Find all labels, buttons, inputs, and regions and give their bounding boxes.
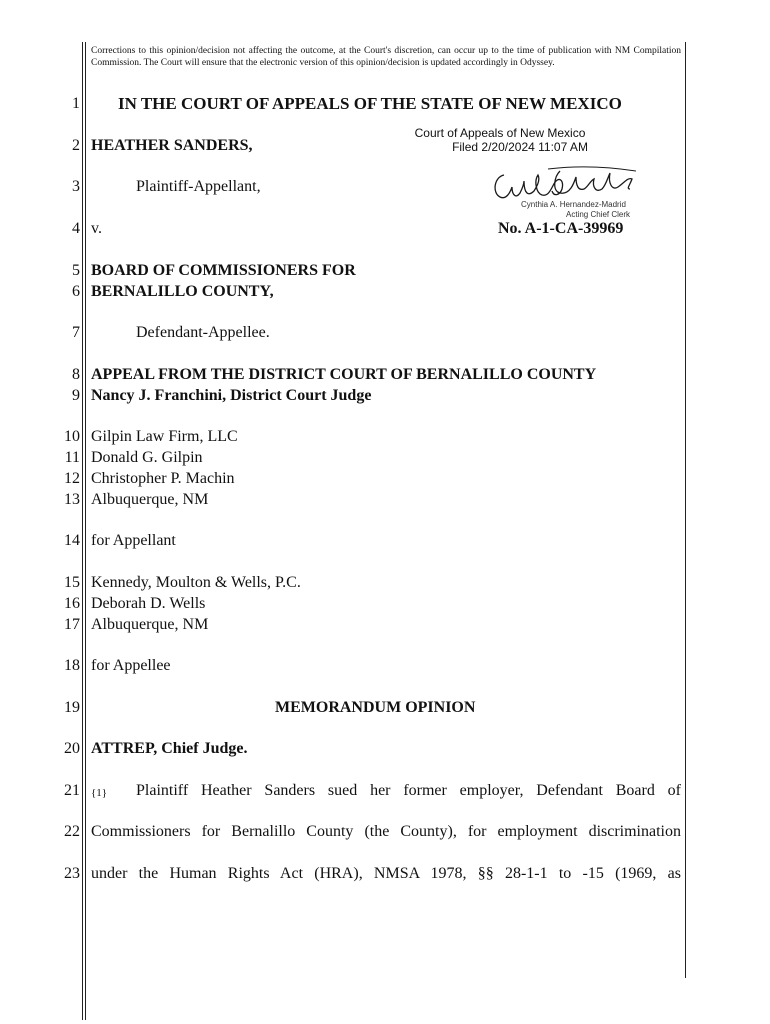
clerk-title: Acting Chief Clerk <box>566 210 631 219</box>
appellant-firm: Gilpin Law Firm, LLC <box>91 428 238 445</box>
line-number: 12 <box>64 470 80 487</box>
defendant-role: Defendant-Appellee. <box>136 324 270 341</box>
line-number: 14 <box>64 532 80 549</box>
left-margin-rule-outer <box>82 42 83 1020</box>
appellant-attorney-2: Christopher P. Machin <box>91 470 235 487</box>
versus: v. <box>91 220 102 237</box>
paragraph-marker: {1} <box>91 787 108 799</box>
for-appellant: for Appellant <box>91 532 176 549</box>
line-number: 19 <box>64 699 80 716</box>
line-number: 3 <box>72 178 80 195</box>
appellant-attorney-1: Donald G. Gilpin <box>91 449 203 466</box>
body-line-21: Plaintiff Heather Sanders sued her former employer, Defendant Board of <box>136 782 681 799</box>
appellee-attorney: Deborah D. Wells <box>91 595 206 612</box>
appellant-city: Albuquerque, NM <box>91 491 209 508</box>
stamp-filed: Filed 2/20/2024 11:07 AM <box>452 140 588 154</box>
line-number: 4 <box>72 220 80 237</box>
defendant-name-line2: BERNALILLO COUNTY, <box>91 283 274 300</box>
line-number: 1 <box>72 95 80 112</box>
line-number: 5 <box>72 262 80 279</box>
line-number: 2 <box>72 137 80 154</box>
line-number: 11 <box>64 449 80 466</box>
line-number: 15 <box>64 574 80 591</box>
line-number: 22 <box>64 823 80 840</box>
appeal-heading: APPEAL FROM THE DISTRICT COURT OF BERNALILLO COUNTY <box>91 366 597 383</box>
filing-stamp <box>385 126 615 154</box>
line-number: 18 <box>64 657 80 674</box>
defendant-name-line1: BOARD OF COMMISSIONERS FOR <box>91 262 356 279</box>
clerk-name: Cynthia A. Hernandez-Madrid <box>521 200 626 209</box>
right-margin-rule <box>685 42 686 978</box>
opinion-title: MEMORANDUM OPINION <box>275 699 476 716</box>
line-number: 21 <box>64 782 80 799</box>
appellee-city: Albuquerque, NM <box>91 616 209 633</box>
district-judge: Nancy J. Franchini, District Court Judge <box>91 387 372 404</box>
line-number: 7 <box>72 324 80 341</box>
line-number: 13 <box>64 491 80 508</box>
line-number: 6 <box>72 283 80 300</box>
stamp-court: Court of Appeals of New Mexico <box>414 126 586 140</box>
line-number: 23 <box>64 865 80 882</box>
line-number: 9 <box>72 387 80 404</box>
line-number: 17 <box>64 616 80 633</box>
court-heading: IN THE COURT OF APPEALS OF THE STATE OF NEW MEXICO <box>118 94 622 113</box>
body-line-23: under the Human Rights Act (HRA), NMSA 1978, §§ 28-1-1 to -15 (1969, as <box>91 865 681 882</box>
appellee-firm: Kennedy, Moulton & Wells, P.C. <box>91 574 301 591</box>
corrections-notice: Corrections to this opinion/decision not affecting the outcome, at the Court's discretion, can occur up to the time of publication with NM Compilation Commission. The Court will ensure that the electronic version of this opinion/decision is updated accordingly in Odyssey. <box>91 46 681 68</box>
body-line-22: Commissioners for Bernalillo County (the County), for employment discrimination <box>91 823 681 840</box>
plaintiff-name: HEATHER SANDERS, <box>91 137 253 154</box>
line-number: 20 <box>64 740 80 757</box>
left-margin-rule-inner <box>85 42 86 1020</box>
for-appellee: for Appellee <box>91 657 171 674</box>
case-number: No. A-1-CA-39969 <box>498 220 624 237</box>
line-number: 10 <box>64 428 80 445</box>
line-number: 8 <box>72 366 80 383</box>
line-number: 16 <box>64 595 80 612</box>
judge-byline: ATTREP, Chief Judge. <box>91 740 248 757</box>
plaintiff-role: Plaintiff-Appellant, <box>136 178 261 195</box>
